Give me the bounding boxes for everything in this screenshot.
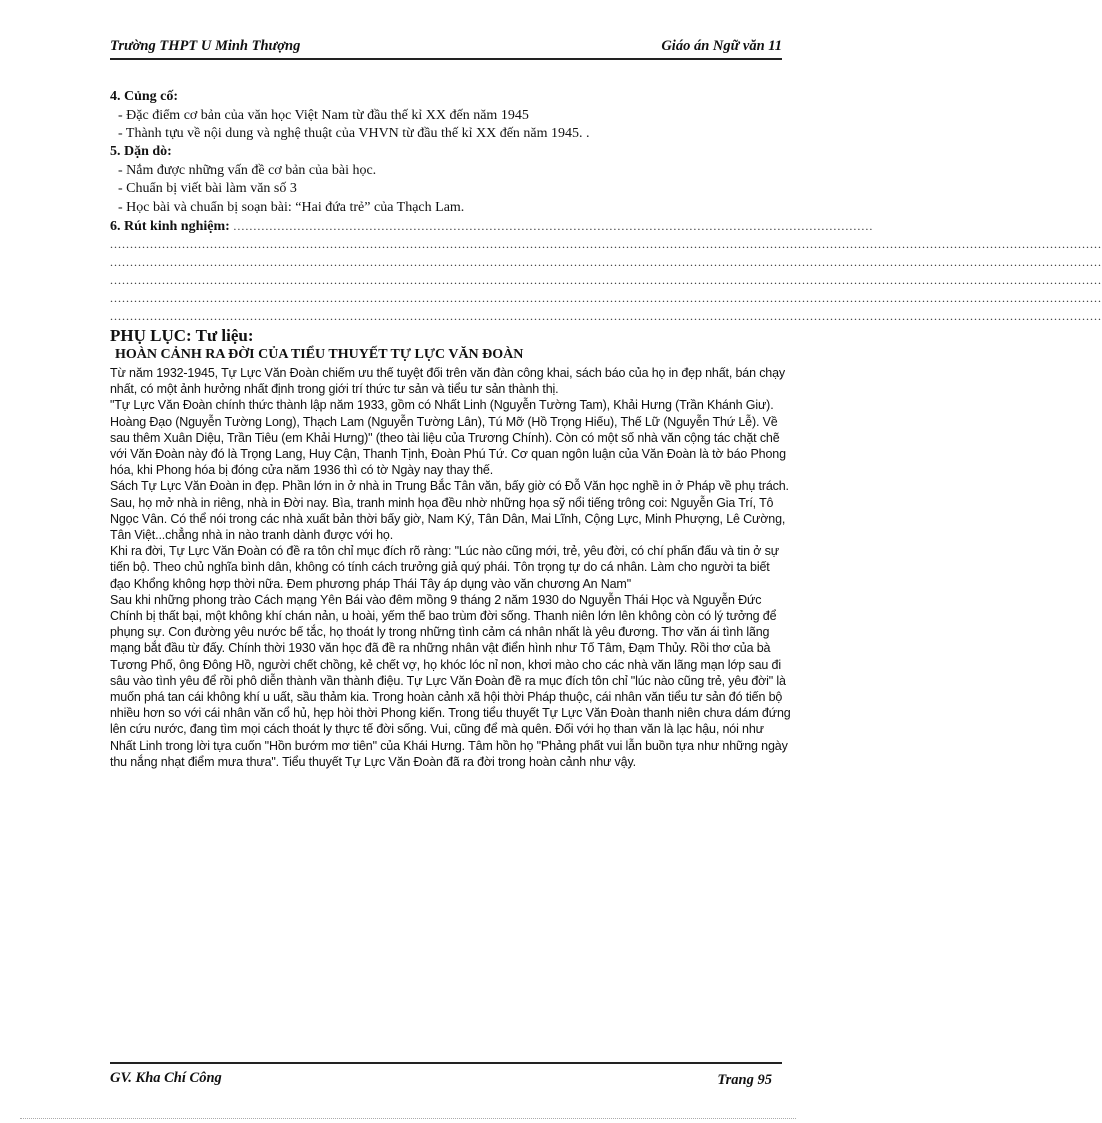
list-item: - Học bài và chuẩn bị soạn bài: “Hai đứa trẻ” của Thạch Lam. <box>118 199 465 215</box>
dotted-line: ................................................................................................................................................................ <box>233 219 874 233</box>
dotted-line <box>110 309 782 327</box>
appendix-body <box>110 365 792 770</box>
page-header <box>110 28 782 60</box>
dotted-line <box>110 237 782 255</box>
subject-name: Giáo án Ngữ văn 11 <box>661 38 782 54</box>
paragraph: Khi ra đời, Tự Lực Văn Đoàn có đề ra tôn chỉ mục đích rõ ràng: "Lúc nào cũng mới, trẻ, yêu đời, có chí phấn đấu và tin ở sự tiến bộ. Theo chủ nghĩa bình dân, không có tính cách trưởng giả quý phái. Tôn trọng tự do cá nhân. Làm cho người ta biết đạo Khổng không hợp thời nữa. Đem phương pháp Thái Tây áp dụng vào văn chương An Nam" <box>110 544 779 591</box>
list-item: - Nắm được những vấn đề cơ bản của bài học. <box>118 162 377 178</box>
paragraph: Sau khi những phong trào Cách mạng Yên Bái vào đêm mồng 9 tháng 2 năm 1930 do Nguyễn Thái Học và Nguyễn Đức Chính bị thất bại, một không khí chán nản, u hoài, yếm thế bao trùm đời sống. Thanh niên lớn lên không còn có lý tưởng để phụng sự. Con đường yêu nước bế tắc, họ thoát ly trong những tình cảm cá nhân nhất là yêu đương. Thơ văn ái tình lãng mạng bắt đầu từ đấy. Chính thời 1930 văn học đã đề ra những nhân vật điển hình như Tố Tâm, Đạm Thủy. Rồi thơ của bà Tương Phố, ông Đông Hồ, người chết chồng, kẻ chết vợ, họ khóc lóc nỉ non, khơi mào cho các nhà văn lãng mạn lớp sau đi sâu vào tình yêu để rồi phô diễn thành vần thành điệu. Tự Lực Văn Đoàn đề ra mục đích tôn chỉ "lúc nào cũng trẻ, yêu đời" là muốn phá tan cái không khí u uất, sầu thảm kia. Trong hoàn cảnh xã hội thời Pháp thuộc, cái nhân văn tiểu tư sản đó tiến bộ nhiều hơn so với cái nhân văn cổ hủ, hẹp hòi thời Phong kiến. Trong tiểu thuyết Tự Lực Văn Đoàn thanh niên chưa dám đứng lên cứu nước, đang tìm mọi cách thoát ly thực tế đời sống. Vui, cũng để mà quên. Đối với họ than văn là lạc hậu, nói như Nhất Linh trong lời tựa cuốn "Hồn bướm mơ tiên" của Khái Hưng. Tâm hồn họ "Phảng phất vui lẫn buồn tựa như những ngày thu nắng nhạt điểm mưa thưa". Tiểu thuyết Tự Lực Văn Đoàn đã ra đời trong hoàn cảnh như vậy. <box>110 592 791 769</box>
list-item: - Chuẩn bị viết bài làm văn số 3 <box>118 181 297 196</box>
dotted-line <box>110 255 782 273</box>
paragraph: "Tự Lực Văn Đoàn chính thức thành lập năm 1933, gồm có Nhất Linh (Nguyễn Tường Tam), Khải Hưng (Trần Khánh Giư). Hoàng Đạo (Nguyễn Tường Long), Thạch Lam (Nguyễn Tường Lân), Tú Mỡ (Hồ Trọng Hiếu), Thế Lữ (Nguyễn Thứ Lễ). Về sau thêm Xuân Diệu, Trần Tiêu (em Khải Hưng)" (theo tài liệu của Trương Chính). Còn có một số nhà văn cộng tác chặt chẽ với Văn Đoàn này đó là Trọng Lang, Huy Cận, Thanh Tịnh, Đoàn Phú Tứ. Cơ quan ngôn luận của Văn Đoàn là tờ báo Phong hóa, khi Phong hóa bị đóng cửa năm 1936 thì có tờ Ngày nay thay thế. <box>110 398 786 478</box>
appendix-title: PHỤ LỤC: Tư liệu: <box>110 326 254 345</box>
page-number: Trang 95 <box>717 1072 772 1088</box>
appendix-subtitle: HOÀN CẢNH RA ĐỜI CỦA TIỂU THUYẾT TỰ LỰC VĂN ĐOÀN <box>115 347 524 362</box>
list-item: - Đặc điểm cơ bản của văn học Việt Nam từ đầu thế kỉ XX đến năm 1945 <box>118 107 529 123</box>
teacher-name: GV. Kha Chí Công <box>110 1070 222 1086</box>
section-heading: 5. Dặn dò: <box>110 144 172 159</box>
section-heading: 6. Rút kinh nghiệm: <box>110 219 230 234</box>
dotted-line <box>110 291 782 309</box>
page-edge <box>20 1118 796 1120</box>
paragraph: Từ năm 1932-1945, Tự Lực Văn Đoàn chiếm ưu thế tuyệt đối trên văn đàn công khai, sách báo của họ in đẹp nhất, bán chạy nhất, có một ảnh hưởng nhất định trong giới trí thức tư sản và tiểu tư sản thành thị. <box>110 366 786 397</box>
page-footer <box>110 1062 782 1086</box>
dotted-line <box>110 273 782 291</box>
section-cung-co <box>110 88 782 144</box>
section-heading: 4. Củng cố: <box>110 89 179 104</box>
section-rut-kinh-nghiem <box>110 217 874 237</box>
paragraph: Sách Tự Lực Văn Đoàn in đẹp. Phần lớn in ở nhà in Trung Bắc Tân văn, bấy giờ có Đỗ Văn học nghề in ở Pháp về phụ trách. Sau, họ mở nhà in riêng, nhà in Đời nay. Bìa, tranh minh họa đều nhờ những họa sỹ nổi tiếng trông coi: Nguyễn Gia Trí, Tô Ngọc Vân. Có thể nói trong các nhà xuất bản thời bấy giờ, Nam Ký, Tân Dân, Mai Lĩnh, Cộng Lực, Minh Phượng, Lê Cường, Tân Việt...chẳng nhà in nào tranh dành được với họ. <box>110 479 789 543</box>
school-name: Trường THPT U Minh Thượng <box>110 38 301 54</box>
section-dan-do <box>110 143 782 217</box>
list-item: - Thành tựu về nội dung và nghệ thuật của VHVN từ đầu thế kỉ XX đến năm 1945. . <box>118 126 590 141</box>
